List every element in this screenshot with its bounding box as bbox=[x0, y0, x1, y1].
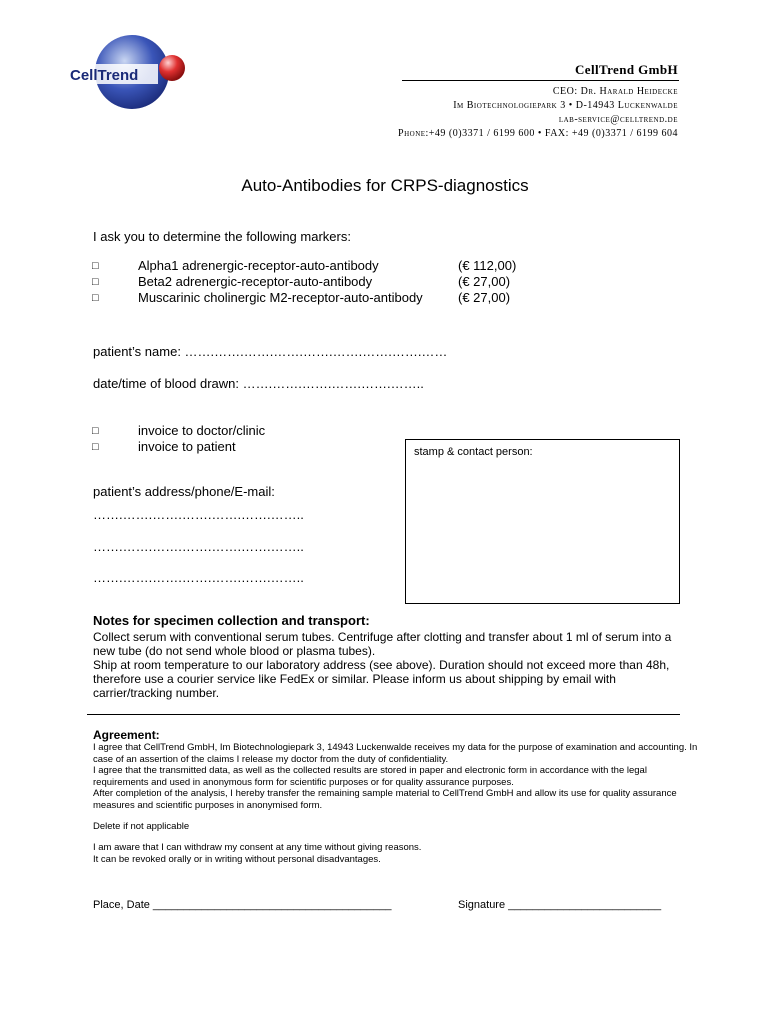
agreement-paragraph-2: I agree that the transmitted data, as well as the collected results are stored in paper and electronic form in accordance with the legal requirements and used in anonymous form for scientific purposes or for quality assurance purposes. bbox=[93, 765, 647, 788]
delete-note: Delete if not applicable bbox=[93, 821, 190, 832]
stamp-label: stamp & contact person: bbox=[414, 446, 533, 458]
withdraw-line-2: It can be revoked orally or in writing without personal disadvantages. bbox=[93, 854, 381, 865]
marker-price-m2: (€ 27,00) bbox=[458, 290, 511, 305]
marker-name-m2: Muscarinic cholinergic M2-receptor-auto-antibody bbox=[138, 290, 423, 305]
company-name: CellTrend GmbH bbox=[575, 62, 678, 77]
agreement-paragraph-3: After completion of the analysis, I hereby transfer the remaining sample material to CellTrend GmbH and allow its use for quality assurance measures and scientific purposes in anonymised form. bbox=[93, 788, 677, 811]
invoice-patient-label: invoice to patient bbox=[138, 439, 236, 454]
marker-price-alpha1: (€ 112,00) bbox=[458, 258, 517, 273]
invoice-doctor-checkbox[interactable]: □ bbox=[92, 425, 99, 437]
stamp-box[interactable] bbox=[405, 439, 680, 604]
agreement-heading: Agreement: bbox=[93, 728, 160, 742]
marker-price-beta2: (€ 27,00) bbox=[458, 274, 511, 289]
logo-text: CellTrend bbox=[70, 67, 139, 84]
invoice-doctor-label: invoice to doctor/clinic bbox=[138, 423, 266, 438]
withdraw-line-1: I am aware that I can withdraw my consent at any time without giving reasons. bbox=[93, 842, 422, 853]
ceo-line: CEO: Dr. Harald Heidecke bbox=[552, 86, 678, 97]
place-date-field[interactable]: Place, Date _______________________________________ bbox=[93, 899, 392, 911]
section-divider bbox=[87, 714, 680, 715]
blood-drawn-field[interactable]: date/time of blood drawn: …….…….…….…….…….…….. bbox=[93, 376, 424, 391]
signature-field[interactable]: Signature _________________________ bbox=[458, 899, 662, 911]
agreement-paragraph-1: I agree that CellTrend GmbH, Im Biotechnologiepark 3, 14943 Luckenwalde receives my data for the purpose of examination and accounting. In case of an assertion of the claims I release my doctor from the duty of confidentiality. bbox=[93, 742, 698, 765]
phone-line: Phone:+49 (0)3371 / 6199 600 • FAX: +49 (0)3371 / 6199 604 bbox=[398, 128, 678, 139]
intro-text: I ask you to determine the following markers: bbox=[93, 229, 351, 244]
marker-checkbox-beta2[interactable]: □ bbox=[92, 276, 99, 288]
marker-name-alpha1: Alpha1 adrenergic-receptor-auto-antibody bbox=[138, 258, 379, 273]
invoice-patient-checkbox[interactable]: □ bbox=[92, 441, 99, 453]
patient-name-field[interactable]: patient’s name: …….…….…….…….…….…….…….…….…… bbox=[93, 344, 448, 359]
notes-heading: Notes for specimen collection and transport: bbox=[93, 613, 370, 628]
address-label: patient’s address/phone/E-mail: bbox=[93, 484, 275, 499]
document-title: Auto-Antibodies for CRPS-diagnostics bbox=[241, 176, 529, 195]
header-rule bbox=[402, 80, 679, 81]
address-line-3[interactable]: …….…….…….…….…….…….…….. bbox=[93, 570, 304, 585]
address-line: Im Biotechnologiepark 3 • D-14943 Luckenwalde bbox=[453, 100, 678, 111]
notes-paragraph-1: Collect serum with conventional serum tubes. Centrifuge after clotting and transfer about 1 ml of serum into a new tube (do not send whole blood or plasma tubes). bbox=[93, 630, 672, 658]
address-line-2[interactable]: …….…….…….…….…….…….…….. bbox=[93, 539, 304, 554]
marker-checkbox-alpha1[interactable]: □ bbox=[92, 260, 99, 272]
marker-checkbox-m2[interactable]: □ bbox=[92, 292, 99, 304]
celltrend-logo bbox=[68, 34, 194, 110]
address-line-1[interactable]: …….…….…….…….…….…….…….. bbox=[93, 507, 304, 522]
email-line: lab-service@celltrend.de bbox=[558, 114, 678, 125]
marker-name-beta2: Beta2 adrenergic-receptor-auto-antibody bbox=[138, 274, 373, 289]
notes-paragraph-2: Ship at room temperature to our laboratory address (see above). Duration should not exceed more than 48h, therefore use a courier service like FedEx or similar. Please inform us about shipping by email with carrier/tracking number. bbox=[93, 658, 670, 700]
